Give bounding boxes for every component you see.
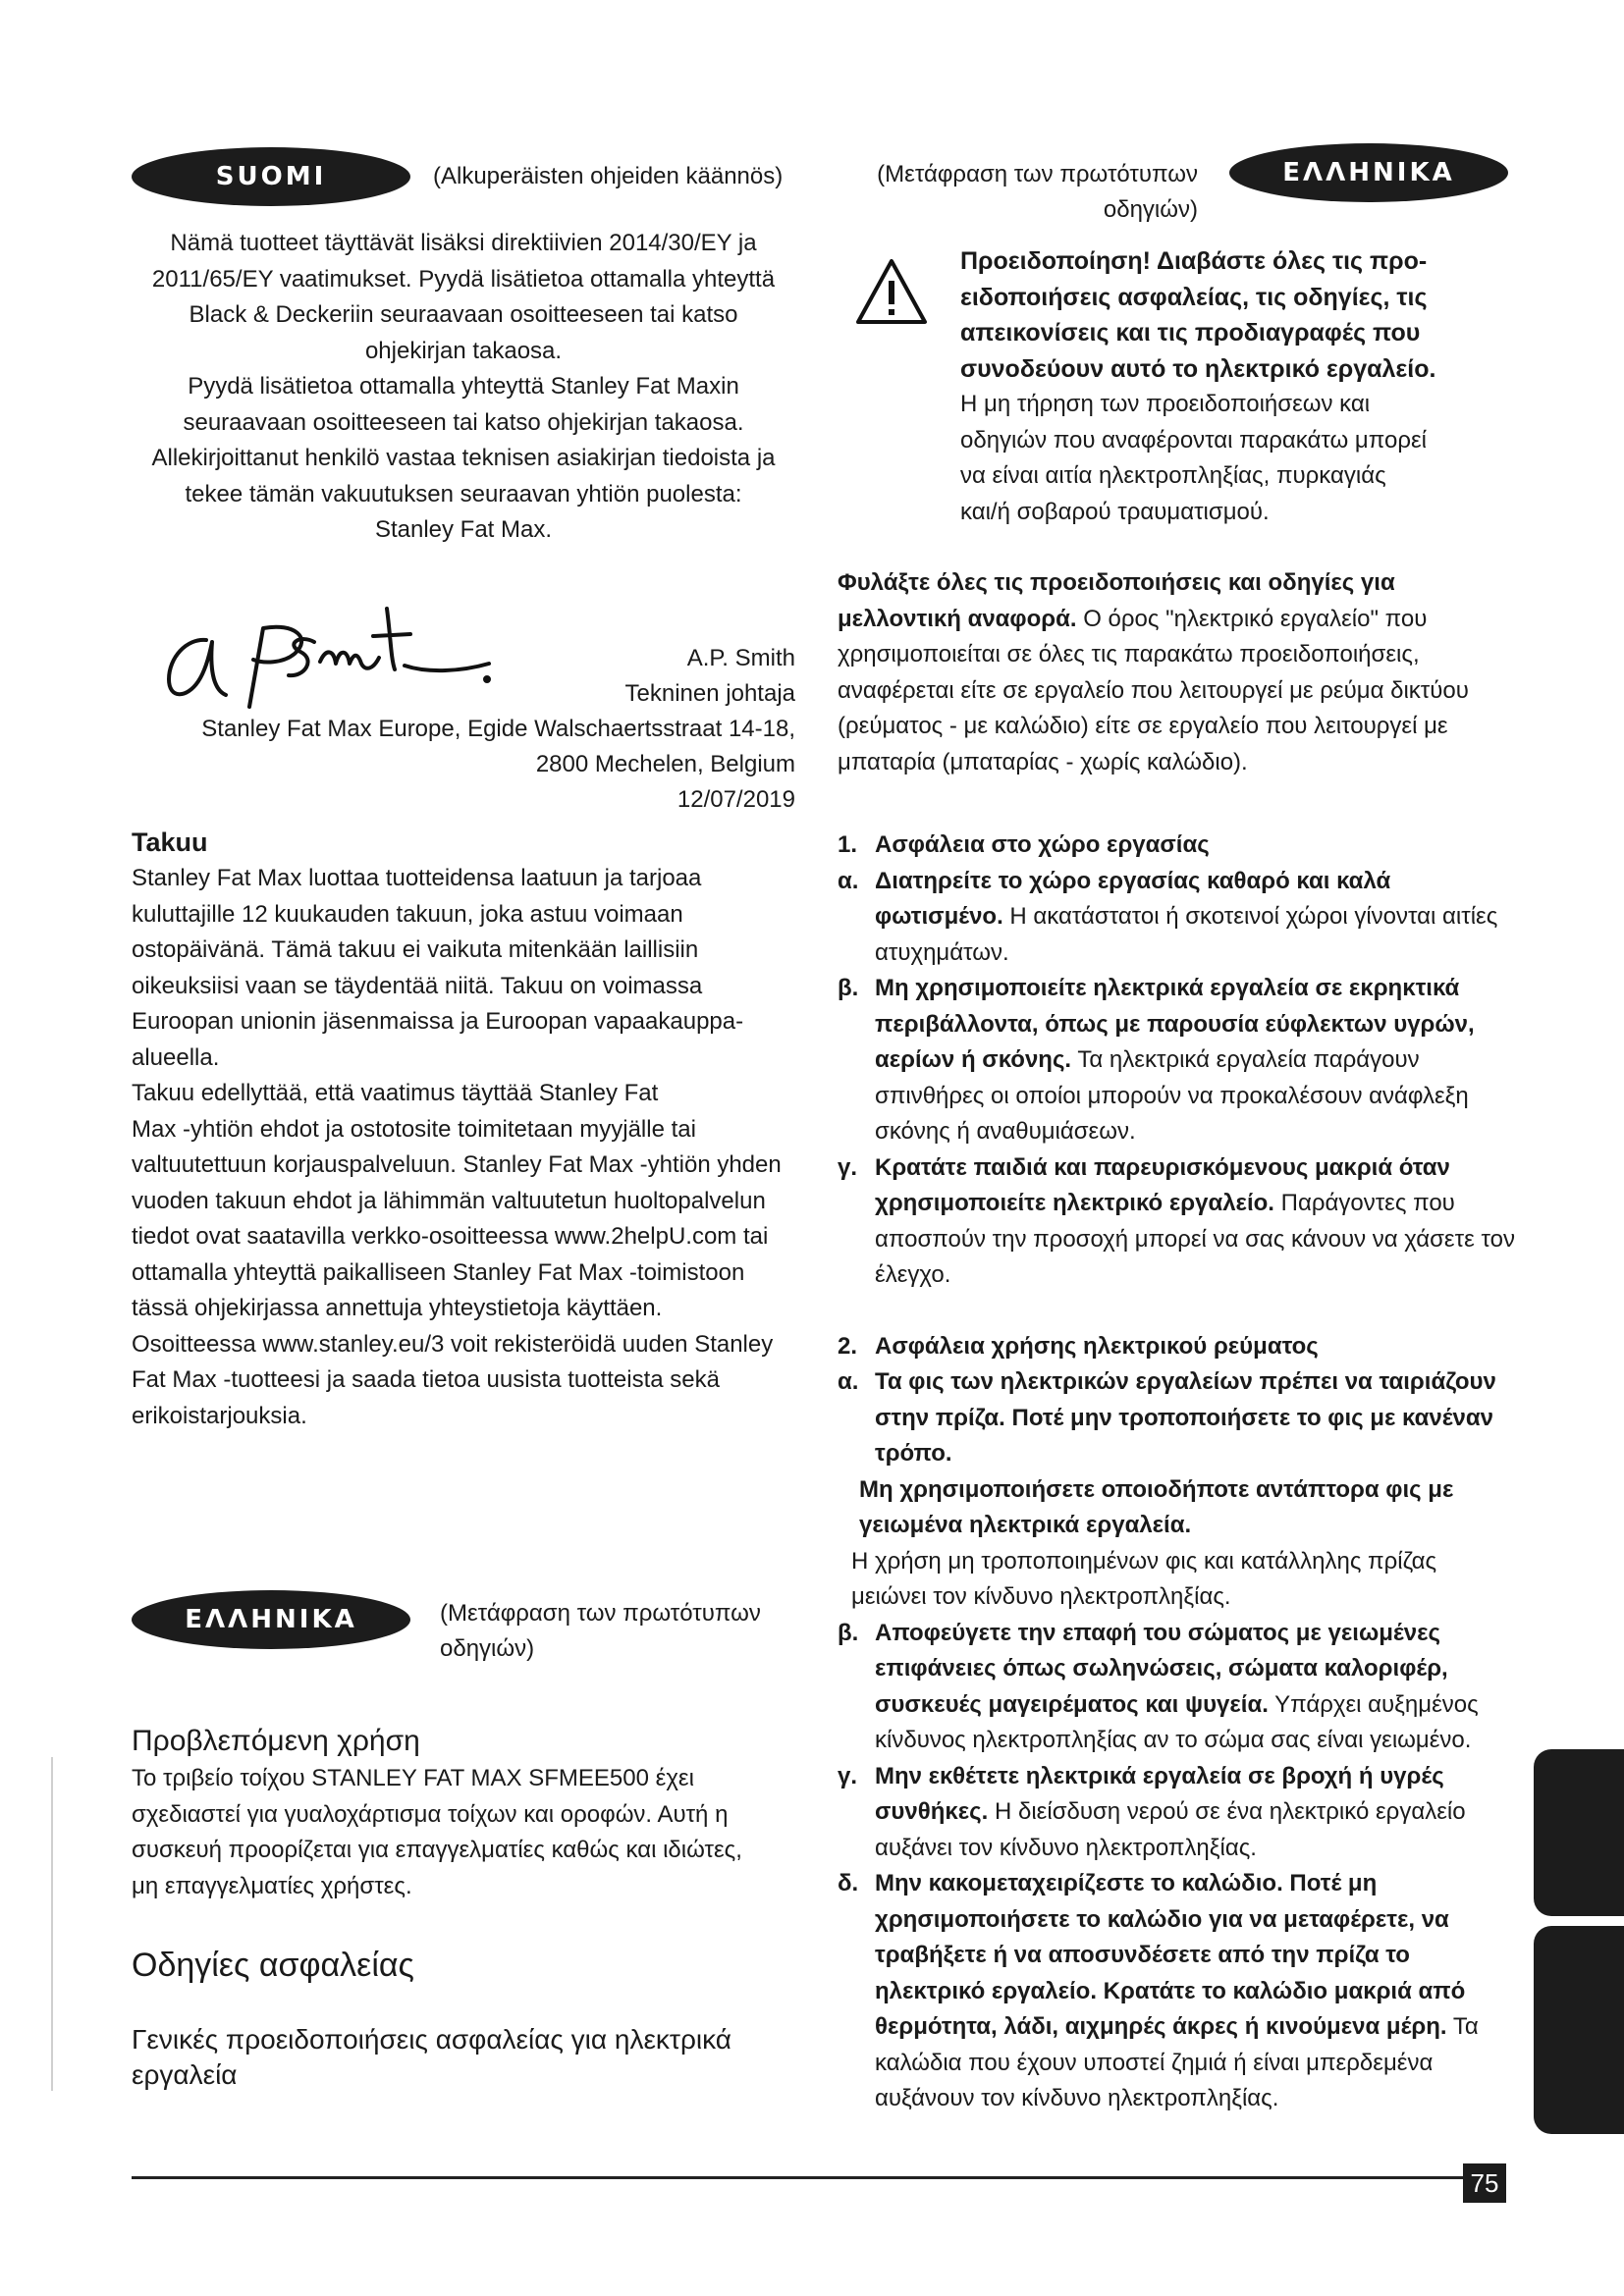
warranty-line: Osoitteessa www.stanley.eu/3 voit rekisteröidä uuden Stanley xyxy=(132,1330,774,1358)
safety-list xyxy=(838,828,1515,2117)
margin-rule xyxy=(51,1757,53,2091)
side-tab-upper xyxy=(1534,1749,1624,1916)
item-bold: Αποφεύγετε την επαφή του σώματος με γειωμένες επιφάνειες όπως σωληνώσεις, σώματα καλοριφέρ, συσκευές μαγειρέματος και ψυγεία. xyxy=(875,1619,1448,1718)
footer-rule xyxy=(132,2176,1467,2179)
list-item xyxy=(838,1364,1515,1472)
list-item xyxy=(838,1866,1515,2117)
declaration-line: Stanley Fat Max. xyxy=(374,516,553,543)
declaration-line: Nämä tuotteet täyttävät lisäksi direktiivien 2014/30/EY ja xyxy=(170,230,757,256)
warning-line: να είναι αιτία ηλεκτροπληξίας, πυρκαγιάς xyxy=(960,462,1386,489)
keep-line: (ρεύματος - με καλώδιο) είτε σε εργαλείο που λειτουργεί με xyxy=(838,713,1448,739)
warning-line: και/ή σοβαρού τραυματισμού. xyxy=(960,498,1270,525)
warranty-line: Euroopan unionin jäsenmaissa ja Euroopan vapaakauppa- xyxy=(132,1008,744,1035)
section-number: 2. xyxy=(838,1332,858,1360)
item-bold: Μην εκθέτετε ηλεκτρικά εργαλεία σε βροχή ή υγρές συνθήκες. xyxy=(875,1762,1444,1825)
item-text: Η ακατάστατοι ή σκοτεινοί χώροι γίνονται αιτίες ατυχημάτων. xyxy=(875,903,1498,966)
item-label: γ. xyxy=(838,1153,858,1181)
greek-badge-left: ΕΛΛΗΝΙΚΑ xyxy=(132,1590,410,1649)
keep-line: αναφέρεται είτε σε εργαλείο που λειτουργεί με ρεύμα δικτύου xyxy=(838,676,1469,704)
warning-bold-line: Προειδοποίηση! Διαβάστε όλες τις προ- xyxy=(960,247,1428,275)
warranty-line: Stanley Fat Max luottaa tuotteidensa laatuun ja tarjoaa xyxy=(132,865,702,891)
warranty-line: erikoistarjouksia. xyxy=(132,1402,307,1429)
warranty-line: valtuutettuun korjauspalveluun. Stanley Fat Max -yhtiön yhden xyxy=(132,1151,782,1178)
signatory-name: A.P. Smith xyxy=(686,645,795,671)
warranty-line: vuoden takuun ehdot ja lähimmän valtuutetun huoltopalvelun xyxy=(132,1187,766,1214)
warranty-line: alueella. xyxy=(132,1043,220,1071)
list-item xyxy=(838,971,1515,1150)
page-number: 75 xyxy=(1463,2163,1506,2203)
declaration-line: 2011/65/EY vaatimukset. Pyydä lisätietoa ottamalla yhteyttä xyxy=(151,265,776,293)
warranty-line: ottamalla yhteyttä paikalliseen Stanley Fat Max -toimistoon xyxy=(132,1258,745,1286)
item-label: α. xyxy=(838,867,859,894)
warranty-text xyxy=(132,861,795,1434)
safety-instructions-heading: Οδηγίες ασφαλείας xyxy=(132,1947,414,1984)
suomi-badge: SUOMI xyxy=(132,147,410,206)
section-number: 1. xyxy=(838,831,858,858)
company-address: Stanley Fat Max Europe, Egide Walschaertsstraat 14-18, xyxy=(201,716,795,742)
warning-line: οδηγιών που αναφέρονται παρακάτω μπορεί xyxy=(960,426,1428,454)
keep-line: μπαταρία (μπαταρίας - χωρίς καλώδιο). xyxy=(838,748,1248,775)
warning-bold-line: ειδοποιήσεις ασφαλείας, τις οδηγίες, τις xyxy=(960,283,1428,311)
warning-bold-line: συνοδεύουν αυτό το ηλεκτρικό εργαλείο. xyxy=(960,354,1436,383)
keep-mixed-line xyxy=(838,602,1515,638)
declaration-line: Black & Deckeriin seuraavaan osoitteeseen tai katso xyxy=(189,301,738,328)
declaration-line: Allekirjoittanut henkilö vastaa teknisen asiakirjan tiedoista ja xyxy=(151,445,776,471)
item-bold: Μην κακομεταχειρίζεστε το καλώδιο. Ποτέ μη χρησιμοποιήσετε το καλώδιο για να μεταφέρετε, να τραβήξετε ή να αποσυνδέσετε από την πρίζα το ηλεκτρικό εργαλείο. Κρατάτε το καλώδιο μακριά από θερμότητα, λάδι, αιχμηρές άκρες ή κινούμενα μέρη. xyxy=(875,1870,1466,2040)
greek-subtitle-left-2: οδηγιών) xyxy=(440,1635,535,1662)
declaration-block xyxy=(132,226,795,549)
intended-use-line: Το τριβείο τοίχου STANLEY FAT MAX SFMEE500 έχει xyxy=(132,1765,694,1791)
warranty-line: tässä ohjekirjassa annettuja yhteystietoja käyttäen. xyxy=(132,1295,663,1321)
item-bold: Διατηρείτε το χώρο εργασίας καθαρό και καλά φωτισμένο. xyxy=(875,867,1391,930)
greek-subtitle-right-1: (Μετάφραση των πρωτότυπων xyxy=(877,161,1198,187)
intended-use-text xyxy=(132,1761,795,1904)
warranty-line: Takuu edellyttää, että vaatimus täyttää Stanley Fat xyxy=(132,1080,659,1106)
list-item xyxy=(838,1616,1515,1759)
list-item xyxy=(838,864,1515,972)
greek-badge-right: ΕΛΛΗΝΙΚΑ xyxy=(1229,143,1508,202)
item-label: α. xyxy=(838,1368,859,1395)
greek-subtitle-left-1: (Μετάφραση των πρωτότυπων xyxy=(440,1600,761,1627)
signatory-title: Tekninen johtaja xyxy=(624,680,795,707)
general-warnings-line: Γενικές προειδοποιήσεις ασφαλείας για ηλεκτρικά xyxy=(132,2024,731,2055)
section-work-area xyxy=(838,828,1515,864)
list-item xyxy=(838,1759,1515,1867)
item-text: Η διείσδυση νερού σε ένα ηλεκτρικό εργαλείο αυξάνει τον κίνδυνο ηλεκτροπληξίας. xyxy=(875,1798,1466,1861)
warranty-heading: Takuu xyxy=(132,828,208,857)
declaration-date: 12/07/2019 xyxy=(677,786,795,813)
section-title: Ασφάλεια χρήσης ηλεκτρικού ρεύματος xyxy=(875,1332,1319,1360)
section-electrical xyxy=(838,1329,1515,1365)
intended-use-line: μη επαγγελματίες χρήστες. xyxy=(132,1872,412,1899)
warranty-line: tiedot ovat saatavilla verkko-osoitteessa www.2helpU.com tai xyxy=(132,1223,769,1250)
section-title: Ασφάλεια στο χώρο εργασίας xyxy=(875,831,1210,858)
general-warnings-heading xyxy=(132,2022,819,2093)
item-bold: Μη χρησιμοποιείτε ηλεκτρικά εργαλεία σε εκρηκτικά περιβάλλοντα, όπως με παρουσία εύφλεκτων υγρών, αερίων ή σκόνης. xyxy=(875,975,1475,1073)
warranty-line: Max -yhtiön ehdot ja ostotosite toimitetaan myyjälle tai xyxy=(132,1115,696,1143)
general-warnings-line: εργαλεία xyxy=(132,2059,238,2090)
keep-bold-term: μελλοντική αναφορά. xyxy=(838,605,1077,632)
item-text-continued: Η χρήση μη τροποποιημένων φις και κατάλληλης πρίζας μειώνει τον κίνδυνο ηλεκτροπληξίας. xyxy=(851,1547,1437,1610)
keep-instructions xyxy=(838,565,1515,780)
item-bold: Κρατάτε παιδιά και παρευρισκόμενους μακριά όταν χρησιμοποιείτε ηλεκτρικό εργαλείο. xyxy=(875,1153,1450,1216)
intended-use-line: σχεδιαστεί για γυαλοχάρτισμα τοίχων και οροφών. Αυτή η xyxy=(132,1800,729,1828)
warning-line: Η μη τήρηση των προειδοποιήσεων και xyxy=(960,391,1371,417)
warning-triangle-icon xyxy=(854,257,929,326)
keep-bold-line: Φυλάξτε όλες τις προειδοποιήσεις και οδηγίες για xyxy=(838,569,1395,596)
warranty-line: Fat Max -tuotteesi ja saada tietoa uusista tuotteista sekä xyxy=(132,1366,720,1393)
keep-line: χρησιμοποιείται σε όλες τις παρακάτω προειδοποιήσεις, xyxy=(838,641,1420,667)
item-text: Παράγοντες που αποσπούν την προσοχή μπορεί να σας κάνουν να χάσετε τον έλεγχο. xyxy=(875,1190,1515,1288)
warning-block xyxy=(960,243,1510,530)
warranty-line: ostopäivänä. Tämä takuu ei vaikuta mitenkään laillisiin xyxy=(132,936,699,963)
warranty-line: oikeuksiisi vaan se täydentää niitä. Takuu on voimassa xyxy=(132,972,703,999)
side-tab-lower xyxy=(1534,1926,1624,2134)
warning-bold-line: απεικονίσεις και τις προδιαγραφές που xyxy=(960,319,1421,347)
item-bold-continued: Μη χρησιμοποιήσετε οποιοδήποτε αντάπτορα φις με γειωμένα ηλεκτρικά εργαλεία. xyxy=(859,1475,1454,1538)
greek-subtitle-right-2: οδηγιών) xyxy=(1103,196,1198,223)
item-text: Υπάρχει αυξημένος κίνδυνος ηλεκτροπληξίας αν το σώμα σας είναι γειωμένο. xyxy=(875,1690,1479,1753)
declaration-line: seuraavaan osoitteeseen tai katso ohjekirjan takaosa. xyxy=(183,408,744,436)
declaration-line: Pyydä lisätietoa ottamalla yhteyttä Stanley Fat Maxin xyxy=(188,373,739,400)
item-label: γ. xyxy=(838,1762,858,1789)
item-label: β. xyxy=(838,975,859,1001)
item-text: Τα καλώδια που έχουν υποστεί ζημιά ή είναι μπερδεμένα αυξάνουν τον κίνδυνο ηλεκτροπληξίας. xyxy=(875,2013,1479,2111)
item-bold: Τα φις των ηλεκτρικών εργαλείων πρέπει να ταιριάζουν στην πρίζα. Ποτέ μην τροποποιήσετε το φις με κανέναν τρόπο. xyxy=(875,1368,1496,1467)
keep-definition: Ο όρος "ηλεκτρικό εργαλείο" που xyxy=(1076,605,1428,632)
declaration-line: ohjekirjan takaosa. xyxy=(364,337,563,364)
intended-use-heading: Προβλεπόμενη χρήση xyxy=(132,1725,420,1757)
suomi-subtitle: (Alkuperäisten ohjeiden käännös) xyxy=(433,163,784,189)
item-text: Τα ηλεκτρικά εργαλεία παράγουν σπινθήρες οι οποίοι μπορούν να προκαλέσουν ανάφλεξη σκόνης ή αναθυμιάσεων. xyxy=(875,1046,1469,1145)
warranty-line: kuluttajille 12 kuukauden takuun, joka astuu voimaan xyxy=(132,900,683,928)
item-label: δ. xyxy=(838,1870,859,1896)
intended-use-line: συσκευή προορίζεται για επαγγελματίες καθώς και ιδιώτες, xyxy=(132,1837,742,1863)
declaration-line: tekee tämän vakuutuksen seuraavan yhtiön puolesta: xyxy=(185,480,742,507)
company-city: 2800 Mechelen, Belgium xyxy=(535,751,795,777)
list-item xyxy=(838,1150,1515,1294)
item-label: β. xyxy=(838,1619,859,1646)
